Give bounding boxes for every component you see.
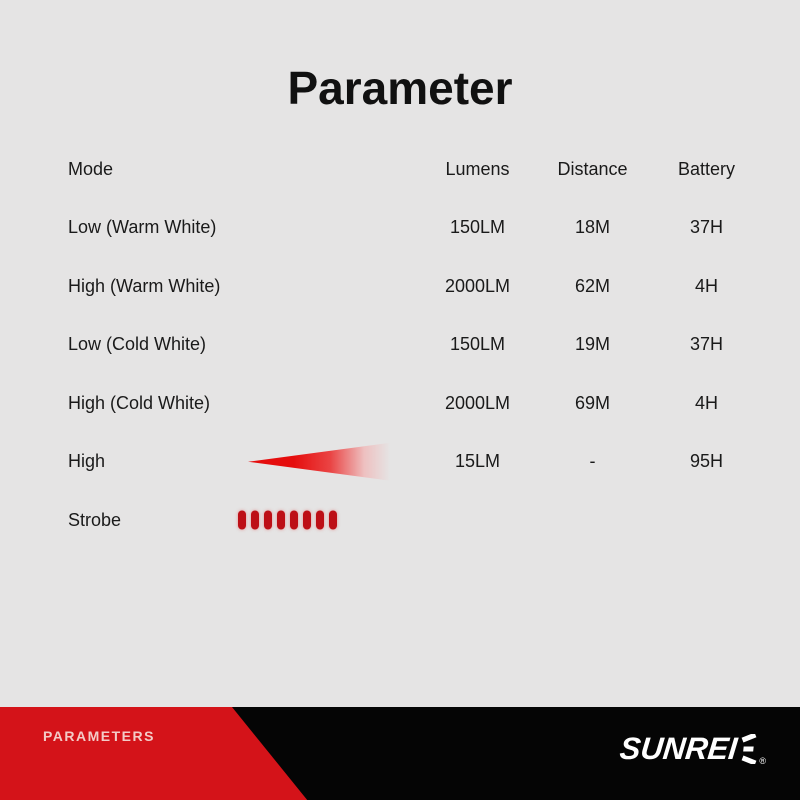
sunree-logo	[620, 733, 766, 764]
strobe-pulse	[277, 511, 285, 530]
table-row-battery	[650, 491, 763, 550]
table-row-distance: 69M	[574, 392, 610, 413]
table-row-lumens: 150LM	[449, 217, 506, 238]
table-row-mode: High (Cold White)	[68, 392, 211, 413]
red-beam-icon	[248, 443, 390, 481]
footer-banner	[0, 707, 800, 800]
table-row-mode	[68, 433, 420, 492]
table-row-lumens	[420, 491, 535, 550]
page-title: Parameter	[287, 62, 513, 114]
parameter-table	[0, 140, 800, 550]
strobe-pulse	[303, 511, 311, 530]
table-row-lumens: 15LM	[454, 451, 501, 472]
table-row-mode: Low (Cold White)	[68, 334, 207, 355]
mode-label: High	[68, 451, 106, 472]
mode-label: Strobe	[68, 509, 122, 530]
table-row-distance: 18M	[574, 217, 610, 238]
column-header-lumens: Lumens	[445, 158, 510, 179]
table-row-distance	[535, 491, 650, 550]
column-header-battery: Battery	[677, 158, 736, 179]
table-row-mode	[68, 491, 420, 550]
strobe-pulse	[329, 511, 337, 530]
sunree-logo-text: SUNREI	[618, 731, 740, 766]
table-row-battery: 37H	[689, 217, 724, 238]
footer-section-label: PARAMETERS	[43, 728, 155, 744]
table-row-distance: 19M	[574, 334, 610, 355]
table-row-battery: 4H	[694, 275, 718, 296]
table-row-mode: Low (Warm White)	[68, 217, 217, 238]
column-header-mode: Mode	[68, 158, 114, 179]
strobe-pulse	[251, 511, 259, 530]
table-row-mode: High (Warm White)	[68, 275, 221, 296]
table-row-battery: 4H	[694, 392, 718, 413]
table-row-battery: 37H	[689, 334, 724, 355]
strobe-pulse	[238, 511, 246, 530]
registered-mark: ®	[759, 756, 766, 766]
strobe-pulse	[316, 511, 324, 530]
sun-rays-icon	[739, 734, 757, 764]
table-row-battery: 95H	[689, 451, 724, 472]
column-header-distance: Distance	[557, 158, 628, 179]
table-row-lumens: 150LM	[449, 334, 506, 355]
table-row-distance: 62M	[574, 275, 610, 296]
strobe-pulse	[290, 511, 298, 530]
strobe-pulses-icon	[238, 511, 337, 530]
strobe-pulse	[264, 511, 272, 530]
table-row-lumens: 2000LM	[444, 392, 511, 413]
table-row-distance: -	[589, 451, 596, 472]
table-row-lumens: 2000LM	[444, 275, 511, 296]
